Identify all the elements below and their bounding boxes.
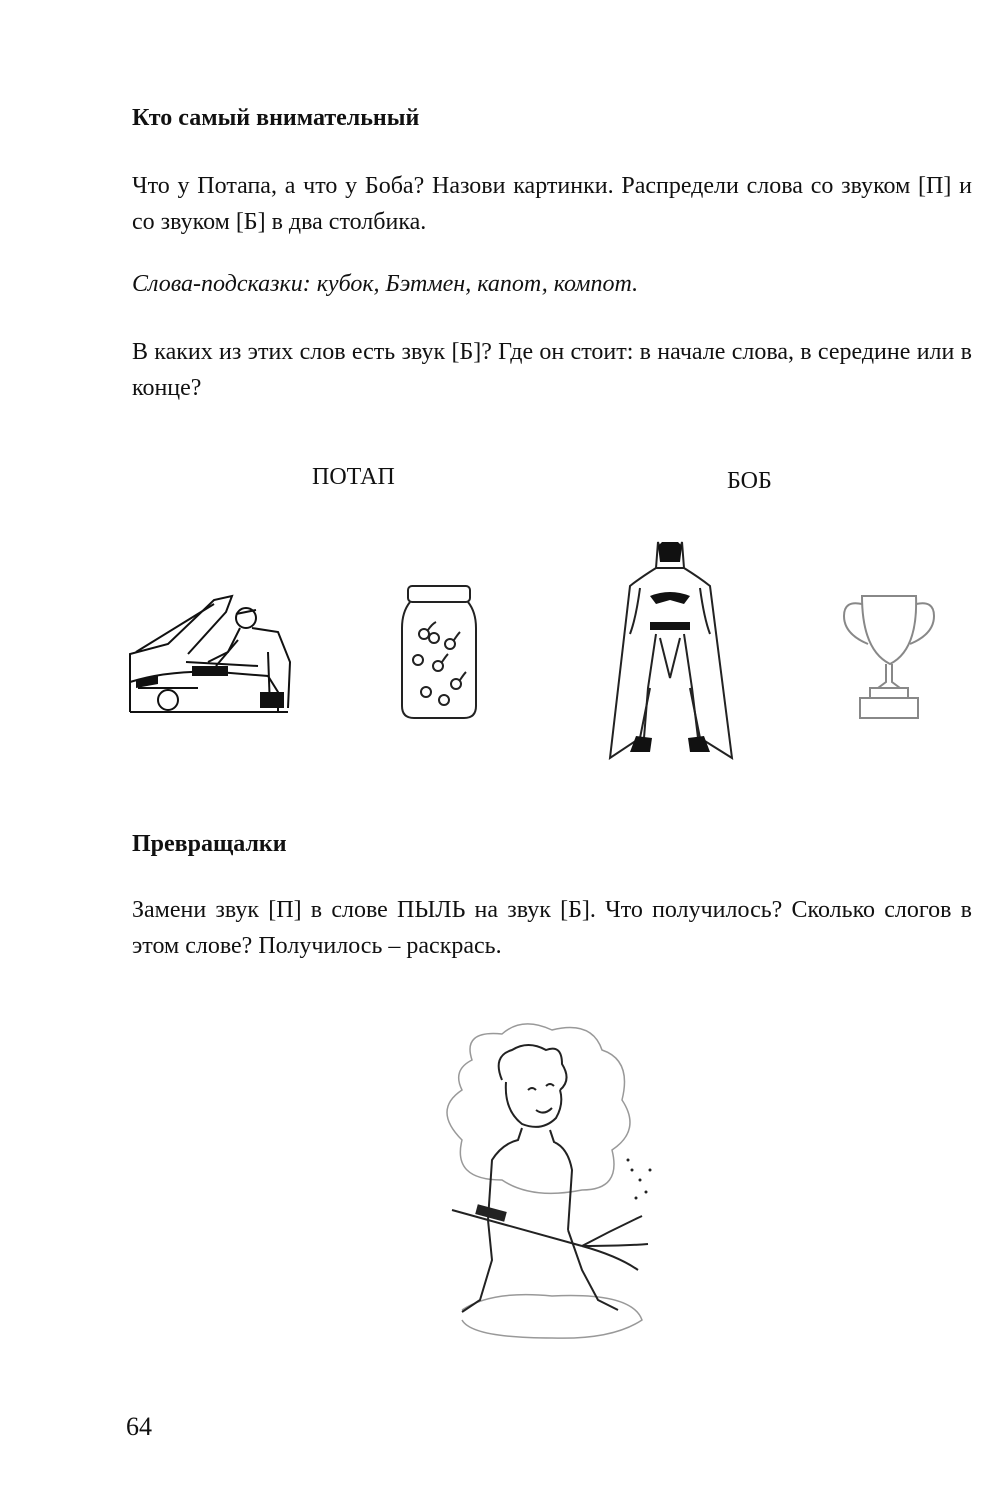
compote-jar-icon bbox=[398, 584, 480, 722]
mechanic-car-hood-icon bbox=[128, 592, 300, 714]
label-bob: БОБ bbox=[727, 468, 772, 494]
section1-paragraph-1: Что у Потапа, а что у Боба? Назови картинки. Распредели слова со звуком [П] и со звуком [Б] в два столбика. bbox=[132, 173, 972, 235]
section2-paragraph: Замени звук [П] в слове ПЫЛЬ на звук [Б]. Что получилось? Сколько слогов в этом слове? Получилось – раскрась. bbox=[132, 897, 972, 959]
section1-hints: Слова-подсказки: кубок, Бэтмен, капот, компот. bbox=[132, 271, 639, 297]
section1-paragraph-2: В каких из этих слов есть звук [Б]? Где он стоит: в начале слова, в середине или в конце? bbox=[132, 339, 972, 401]
batman-icon bbox=[600, 538, 740, 768]
boy-sweeping-dust-icon bbox=[432, 1020, 672, 1350]
section1-title: Кто самый внимательный bbox=[132, 105, 420, 131]
label-potap: ПОТАП bbox=[312, 464, 395, 490]
section2-title: Превращалки bbox=[132, 831, 287, 857]
trophy-cup-icon bbox=[838, 590, 940, 722]
page-number: 64 bbox=[126, 1412, 152, 1441]
